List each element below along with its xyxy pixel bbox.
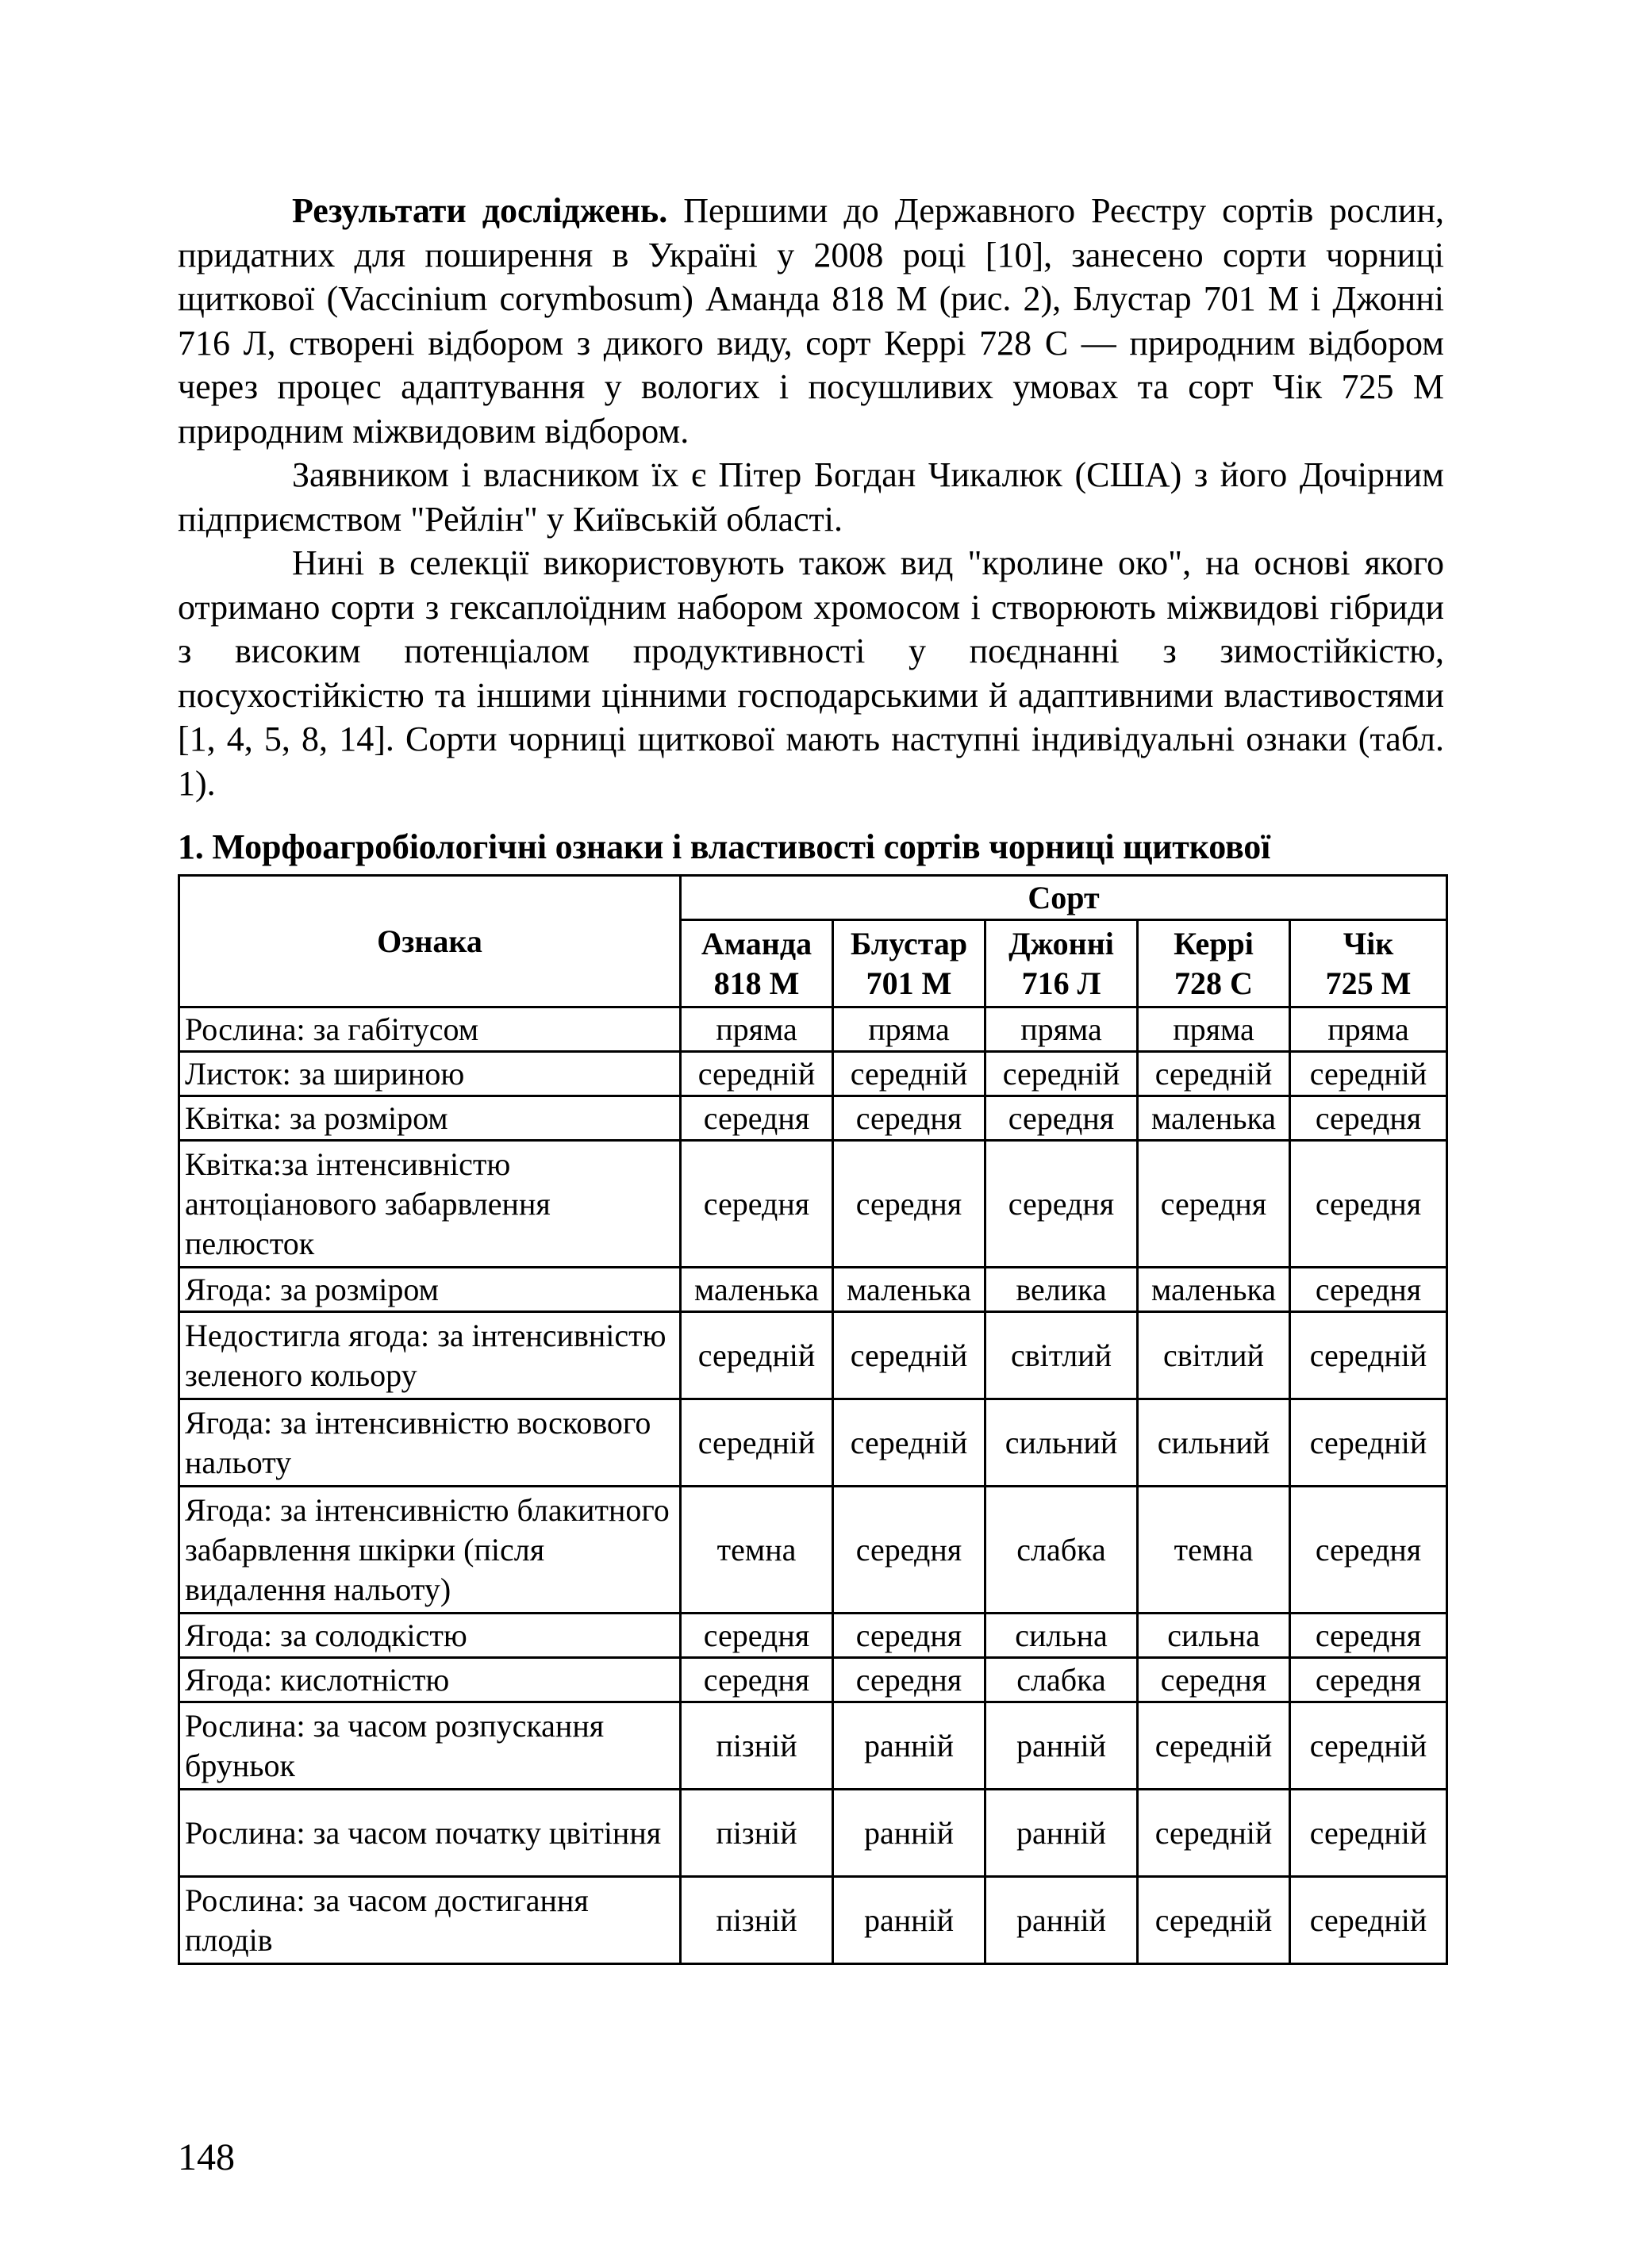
variety-name: Джонні bbox=[1008, 925, 1114, 961]
paragraph-results bbox=[178, 189, 1444, 453]
feature-value: середній bbox=[1290, 1052, 1447, 1096]
variety-name: Керрі bbox=[1174, 925, 1254, 961]
feature-value: середня bbox=[833, 1141, 985, 1268]
table-row bbox=[179, 1268, 1447, 1312]
paragraph-applicant: Заявником і власником їх є Пітер Богдан Чикалюк (США) з його Дочірним підприємством "Рейлін" у Київській області. bbox=[178, 455, 1444, 539]
table-row bbox=[179, 1141, 1447, 1268]
feature-label: Рослина: за часом достигання плодів bbox=[179, 1877, 681, 1964]
feature-value: середній bbox=[1290, 1312, 1447, 1399]
feature-value: ранній bbox=[985, 1790, 1138, 1877]
feature-value: середня bbox=[1290, 1096, 1447, 1141]
paragraph-text: Першими до Державного Реєстру сортів рослин, придатних для поширення в Україні у 2008 році [10], занесено сорти чорниці щиткової (Vaccinium corymbosum) Аманда 818 М (рис. 2), Блустар 701 М і Джонні 716 Л, створені відбором з дикого виду, сорт Керрі 728 С — природним відбором через процес адаптування у вологих і посушливих умовах та сорт Чік 725 М природним міжвидовим відбором. bbox=[178, 191, 1445, 451]
feature-value: світлий bbox=[985, 1312, 1138, 1399]
feature-value: ранній bbox=[833, 1877, 985, 1964]
variety-name: Блустар bbox=[850, 925, 968, 961]
feature-label: Рослина: за часом розпускання бруньок bbox=[179, 1702, 681, 1790]
header-variety bbox=[833, 920, 985, 1007]
feature-value: пряма bbox=[1290, 1007, 1447, 1052]
feature-value: середня bbox=[681, 1096, 833, 1141]
table-row bbox=[179, 1614, 1447, 1658]
feature-value: середній bbox=[985, 1052, 1138, 1096]
feature-label: Ягода: кислотністю bbox=[179, 1658, 681, 1702]
feature-value: ранній bbox=[985, 1702, 1138, 1790]
feature-value: середній bbox=[1138, 1877, 1290, 1964]
feature-value: сильна bbox=[985, 1614, 1138, 1658]
feature-value: темна bbox=[1138, 1487, 1290, 1614]
feature-label: Ягода: за розміром bbox=[179, 1268, 681, 1312]
page-number: 148 bbox=[178, 2136, 235, 2178]
variety-code: 716 Л bbox=[1021, 965, 1101, 1001]
table-row bbox=[179, 1790, 1447, 1877]
feature-label: Рослина: за габітусом bbox=[179, 1007, 681, 1052]
feature-value: середній bbox=[1138, 1790, 1290, 1877]
feature-label: Ягода: за інтенсивністю блакитного забарвлення шкірки (після видалення нальоту) bbox=[179, 1487, 681, 1614]
table-row bbox=[179, 1096, 1447, 1141]
feature-value: пізній bbox=[681, 1790, 833, 1877]
feature-value: середня bbox=[1290, 1268, 1447, 1312]
feature-value: середня bbox=[681, 1141, 833, 1268]
table-body bbox=[179, 1007, 1447, 1964]
feature-value: слабка bbox=[985, 1487, 1138, 1614]
feature-value: ранній bbox=[833, 1702, 985, 1790]
table-row bbox=[179, 1052, 1447, 1096]
feature-label: Квітка:за інтенсивністю антоціанового забарвлення пелюсток bbox=[179, 1141, 681, 1268]
feature-value: маленька bbox=[1138, 1268, 1290, 1312]
feature-value: ранній bbox=[833, 1790, 985, 1877]
feature-value: середня bbox=[1290, 1658, 1447, 1702]
table-row bbox=[179, 1702, 1447, 1790]
feature-value: велика bbox=[985, 1268, 1138, 1312]
feature-label: Рослина: за часом початку цвітіння bbox=[179, 1790, 681, 1877]
table-row bbox=[179, 1877, 1447, 1964]
variety-name: Аманда bbox=[701, 925, 812, 961]
feature-label: Квітка: за розміром bbox=[179, 1096, 681, 1141]
table-row bbox=[179, 1487, 1447, 1614]
feature-value: середня bbox=[1290, 1141, 1447, 1268]
feature-value: середній bbox=[1290, 1790, 1447, 1877]
feature-value: середня bbox=[833, 1487, 985, 1614]
feature-value: середня bbox=[985, 1141, 1138, 1268]
feature-label: Листок: за шириною bbox=[179, 1052, 681, 1096]
variety-code: 725 М bbox=[1325, 965, 1412, 1001]
feature-value: середній bbox=[681, 1399, 833, 1487]
feature-value: пряма bbox=[833, 1007, 985, 1052]
table-title: 1. Морфоагробіологічні ознаки і властивості сортів чорниці щиткової bbox=[178, 827, 1271, 866]
feature-value: середній bbox=[1138, 1052, 1290, 1096]
feature-value: маленька bbox=[681, 1268, 833, 1312]
feature-value: сильна bbox=[1138, 1614, 1290, 1658]
feature-value: сильний bbox=[1138, 1399, 1290, 1487]
feature-value: маленька bbox=[833, 1268, 985, 1312]
header-feature: Ознака bbox=[179, 876, 681, 1007]
feature-value: середній bbox=[681, 1052, 833, 1096]
feature-value: ранній bbox=[985, 1877, 1138, 1964]
header-variety-group: Сорт bbox=[681, 876, 1447, 920]
feature-value: середня bbox=[833, 1658, 985, 1702]
feature-value: середній bbox=[1138, 1702, 1290, 1790]
feature-value: сильний bbox=[985, 1399, 1138, 1487]
feature-value: маленька bbox=[1138, 1096, 1290, 1141]
feature-value: пряма bbox=[985, 1007, 1138, 1052]
variety-code: 701 М bbox=[866, 965, 952, 1001]
feature-value: середній bbox=[1290, 1702, 1447, 1790]
feature-label: Ягода: за солодкістю bbox=[179, 1614, 681, 1658]
variety-name: Чік bbox=[1343, 925, 1394, 961]
header-variety bbox=[681, 920, 833, 1007]
feature-value: пізній bbox=[681, 1702, 833, 1790]
feature-value: середній bbox=[833, 1312, 985, 1399]
feature-value: середній bbox=[1290, 1399, 1447, 1487]
feature-value: середня bbox=[1290, 1614, 1447, 1658]
header-variety bbox=[985, 920, 1138, 1007]
body-text bbox=[178, 189, 1444, 805]
feature-value: середній bbox=[833, 1052, 985, 1096]
feature-value: середня bbox=[1138, 1658, 1290, 1702]
feature-label: Недостигла ягода: за інтенсивністю зеленого кольору bbox=[179, 1312, 681, 1399]
feature-value: середній bbox=[681, 1312, 833, 1399]
table-row bbox=[179, 1007, 1447, 1052]
feature-value: середня bbox=[833, 1614, 985, 1658]
feature-value: середня bbox=[833, 1096, 985, 1141]
feature-value: слабка bbox=[985, 1658, 1138, 1702]
feature-value: пізній bbox=[681, 1877, 833, 1964]
variety-code: 728 С bbox=[1174, 965, 1253, 1001]
feature-value: середня bbox=[681, 1658, 833, 1702]
feature-label: Ягода: за інтенсивністю воскового нальоту bbox=[179, 1399, 681, 1487]
table-row bbox=[179, 1399, 1447, 1487]
header-variety bbox=[1290, 920, 1447, 1007]
paragraph-lead: Результати досліджень. bbox=[292, 191, 668, 230]
varieties-table bbox=[178, 874, 1448, 1965]
feature-value: світлий bbox=[1138, 1312, 1290, 1399]
header-variety bbox=[1138, 920, 1290, 1007]
feature-value: пряма bbox=[681, 1007, 833, 1052]
feature-value: пряма bbox=[1138, 1007, 1290, 1052]
table-row bbox=[179, 1312, 1447, 1399]
feature-value: середній bbox=[833, 1399, 985, 1487]
feature-value: середня bbox=[985, 1096, 1138, 1141]
paragraph-selection: Нині в селекції використовують також вид "кролине око", на основі якого отримано сорти з гексаплоїдним набором хромосом і створюють міжвидові гібриди з високим потенціалом продуктивності у поєднанні з зимостійкістю, посухостійкістю та іншими цінними господарськими й адаптивними властивостями [1, 4, 5, 8, 14]. Сорти чорниці щиткової мають наступні індивідуальні ознаки (табл. 1). bbox=[178, 543, 1444, 803]
feature-value: середня bbox=[1290, 1487, 1447, 1614]
feature-value: середня bbox=[1138, 1141, 1290, 1268]
feature-value: середня bbox=[681, 1614, 833, 1658]
variety-code: 818 М bbox=[713, 965, 800, 1001]
feature-value: темна bbox=[681, 1487, 833, 1614]
feature-value: середній bbox=[1290, 1877, 1447, 1964]
table-row bbox=[179, 1658, 1447, 1702]
